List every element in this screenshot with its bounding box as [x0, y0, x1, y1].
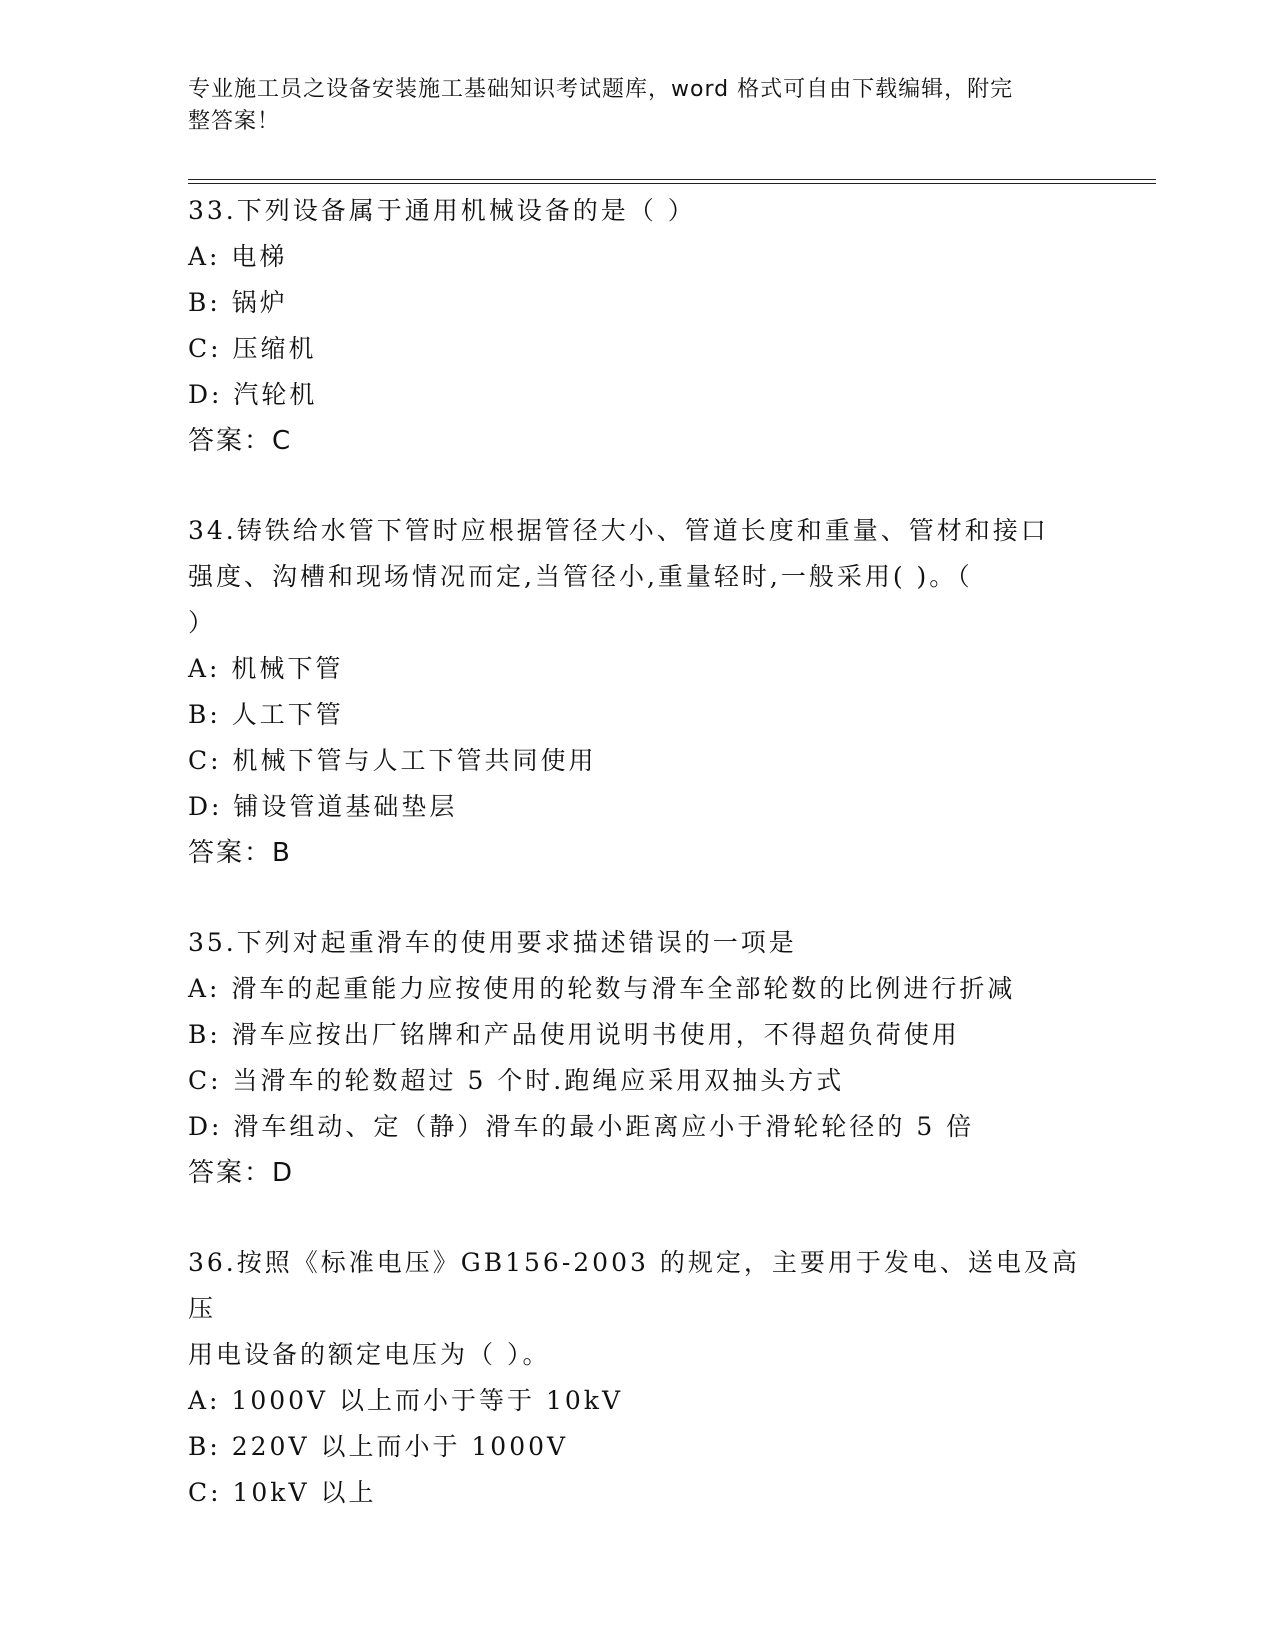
question-33 — [188, 188, 1088, 464]
option-c: C: 10kV 以上 — [188, 1478, 377, 1507]
option-d: D: 铺设管道基础垫层 — [188, 792, 458, 821]
option-a: A: 电梯 — [188, 242, 288, 271]
answer-line: 答案：D — [188, 1158, 295, 1188]
option-d: D: 汽轮机 — [188, 380, 318, 409]
question-stem: 36.按照《标准电压》GB156-2003 的规定，主要用于发电、送电及高压 — [188, 1248, 1080, 1323]
option-a: A: 机械下管 — [188, 654, 344, 683]
question-36 — [188, 1240, 1088, 1516]
document-header — [188, 74, 1078, 138]
option-a: A: 滑车的起重能力应按使用的轮数与滑车全部轮数的比例进行折减 — [188, 974, 1016, 1003]
question-list — [188, 188, 1088, 1560]
option-a: A: 1000V 以上而小于等于 10kV — [188, 1386, 624, 1415]
option-b: B: 滑车应按出厂铭牌和产品使用说明书使用，不得超负荷使用 — [188, 1020, 960, 1049]
question-stem: 33.下列设备属于通用机械设备的是（ ） — [188, 196, 696, 225]
option-b: B: 锅炉 — [188, 288, 288, 317]
header-line-2: 整答案！ — [188, 109, 281, 134]
question-34 — [188, 508, 1088, 876]
option-d: D: 滑车组动、定（静）滑车的最小距离应小于滑轮轮径的 5 倍 — [188, 1112, 975, 1141]
question-stem: 强度、沟槽和现场情况而定,当管径小,重量轻时,一般采用( )。（ — [188, 562, 973, 591]
option-c: C: 机械下管与人工下管共同使用 — [188, 746, 597, 775]
header-line-1: 专业施工员之设备安装施工基础知识考试题库，word 格式可自由下载编辑，附完 — [188, 77, 1014, 102]
question-35 — [188, 920, 1088, 1196]
question-stem: 34.铸铁给水管下管时应根据管径大小、管道长度和重量、管材和接口 — [188, 516, 1049, 545]
header-divider-bottom — [188, 183, 1156, 184]
header-divider-top — [188, 179, 1156, 180]
option-c: C: 压缩机 — [188, 334, 317, 363]
option-b: B: 220V 以上而小于 1000V — [188, 1432, 569, 1461]
question-stem: 用电设备的额定电压为（ ）。 — [188, 1340, 551, 1369]
answer-line: 答案：B — [188, 838, 292, 868]
option-b: B: 人工下管 — [188, 700, 344, 729]
question-stem: ） — [188, 608, 217, 637]
answer-line: 答案：C — [188, 426, 293, 456]
option-c: C: 当滑车的轮数超过 5 个时.跑绳应采用双抽头方式 — [188, 1066, 845, 1095]
question-stem: 35.下列对起重滑车的使用要求描述错误的一项是 — [188, 928, 797, 957]
